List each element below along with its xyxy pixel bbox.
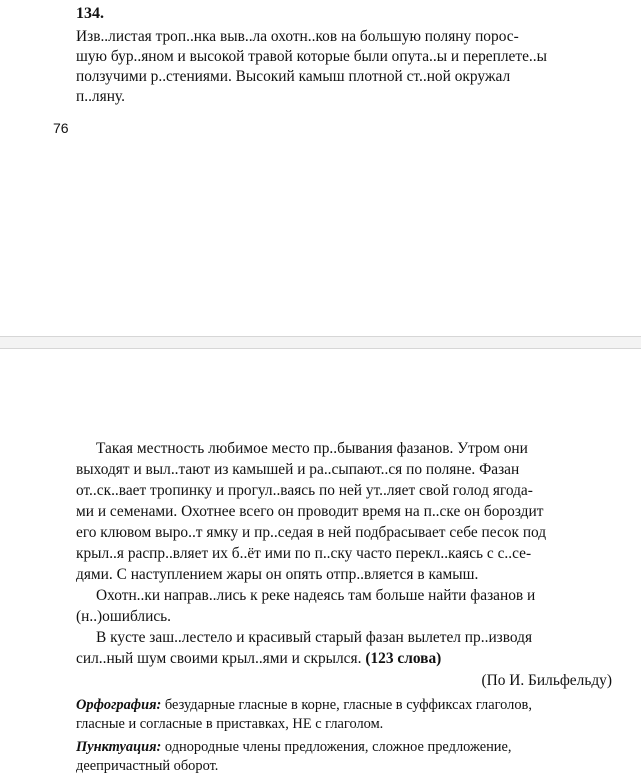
page-number: 76 bbox=[53, 120, 69, 136]
text-line-content: сил..ный шум своими крыл..ями и скрылся. bbox=[76, 650, 362, 667]
text-line: от..ск..вает тропинку и прогул..ваясь по ней ут..ляет свой голод ягода- bbox=[76, 482, 533, 499]
orthography-label: Орфография: bbox=[76, 697, 162, 713]
text-line: (н..)ошиблись. bbox=[76, 608, 172, 625]
text-line: крыл..я распр..вляет их б..ёт ими по п..ску часто перекл..каясь с с..се- bbox=[76, 545, 532, 562]
text-line: Такая местность любимое место пр..бывания фазанов. Утром они bbox=[96, 440, 528, 457]
orthography-text: безударные гласные в корне, гласные в суффиксах глаголов, bbox=[161, 697, 532, 713]
exercise-number: 134. bbox=[76, 5, 104, 22]
exercise-text-line: п..ляну. bbox=[76, 88, 125, 105]
punctuation-text: однородные члены предложения, сложное предложение, bbox=[161, 739, 512, 755]
text-line: Охотн..ки направ..лись к реке надеясь там больше найти фазанов и bbox=[96, 587, 536, 604]
text-line: В кусте заш..лестело и красивый старый фазан вылетел пр..изводя bbox=[96, 629, 533, 646]
exercise-text-line: Изв..листая троп..нка выв..ла охотн..ков на большую поляну порос- bbox=[76, 28, 519, 45]
text-line: его клювом выро..т ямку и пр..седая в ней подбрасывает себе песок под bbox=[76, 524, 547, 541]
exercise-text-line: ползучими р..стениями. Высокий камыш плотной ст..ной окружал bbox=[76, 68, 511, 85]
word-count: (123 слова) bbox=[365, 650, 442, 667]
punctuation-text-line: деепричастный оборот. bbox=[76, 758, 219, 774]
attribution: (По И. Бильфельду) bbox=[481, 672, 612, 689]
punctuation-note bbox=[76, 739, 512, 756]
text-line: выходят и выл..тают из камышей и ра..сыпают..ся по поляне. Фазан bbox=[76, 461, 520, 478]
exercise-text-line: шую бур..яном и высокой травой которые были опута..ы и переплете..ы bbox=[76, 48, 547, 65]
page-divider bbox=[0, 336, 641, 349]
text-line: ми и семенами. Охотнее всего он проводит время на п..ске он бороздит bbox=[76, 503, 544, 520]
page-top bbox=[0, 0, 641, 336]
text-line: дями. С наступлением жары он опять отпр..вляется в камыш. bbox=[76, 566, 479, 583]
orthography-note bbox=[76, 697, 532, 714]
orthography-text-line: гласные и согласные в приставках, НЕ с глаголом. bbox=[76, 716, 384, 732]
text-line bbox=[76, 650, 441, 668]
punctuation-label: Пунктуация: bbox=[76, 739, 162, 755]
